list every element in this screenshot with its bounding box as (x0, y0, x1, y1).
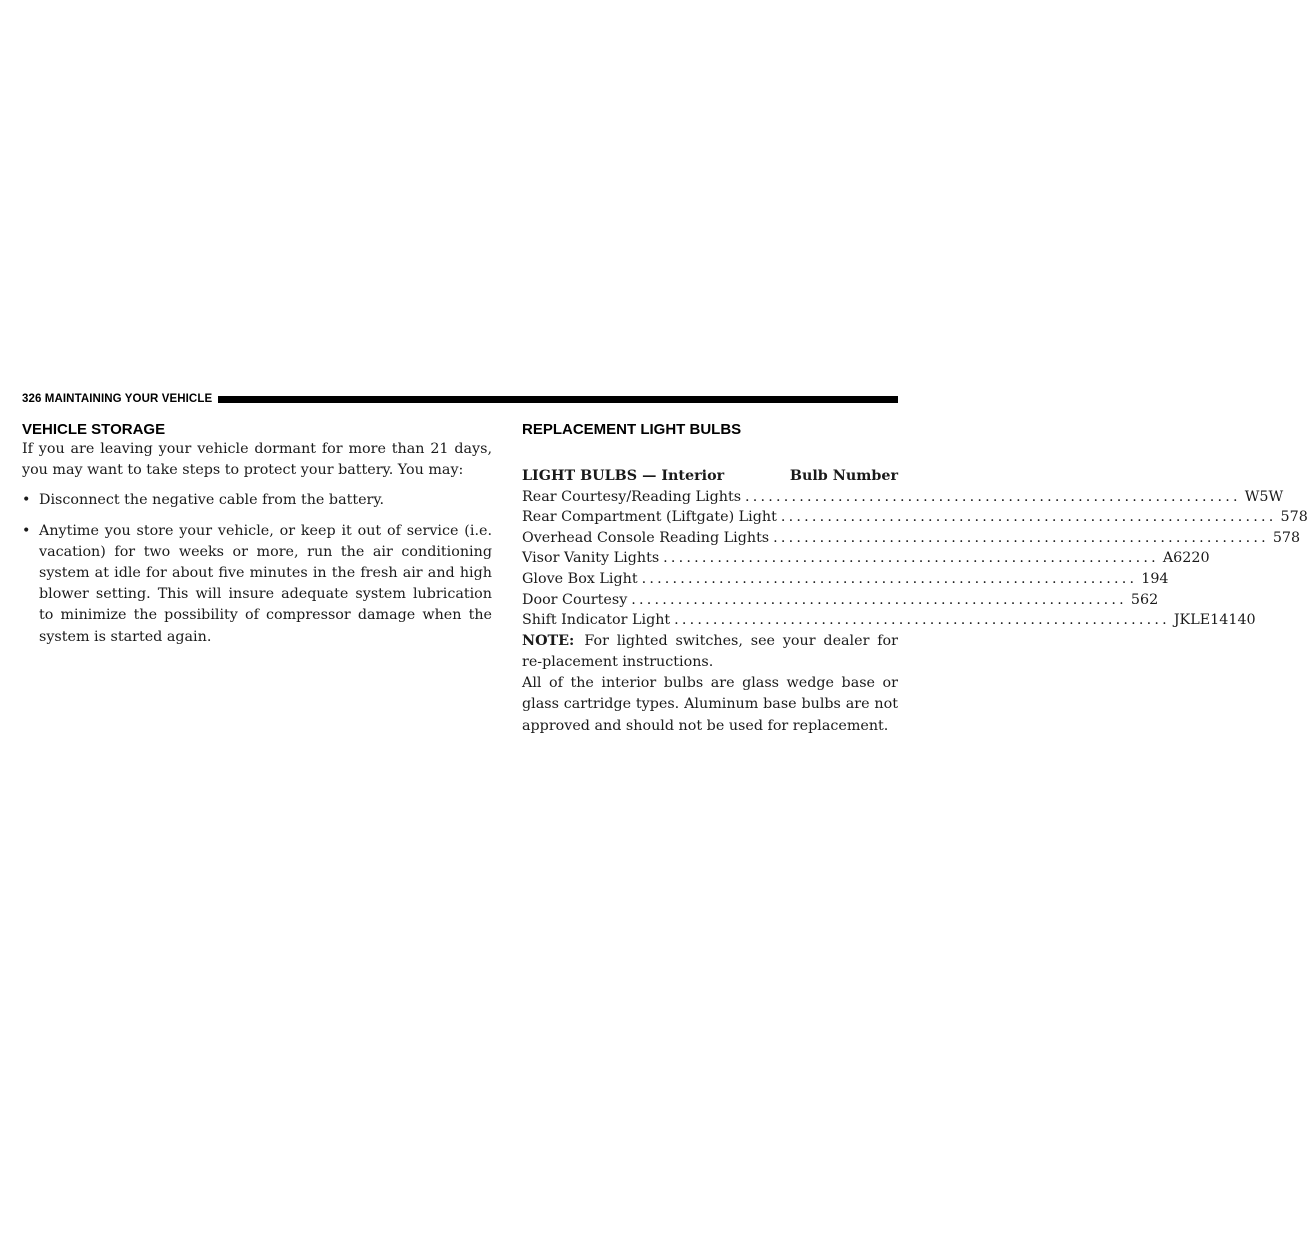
bulb-table-header (522, 466, 898, 487)
bulb-table (522, 466, 1308, 631)
table-row (522, 610, 1256, 631)
bulb-number: 578 (1272, 529, 1301, 546)
leader-dots: ................................................................ (773, 529, 1269, 546)
note-paragraph (522, 631, 898, 673)
note-text: For lighted switches, see your dealer for re-placement instructions. (522, 632, 898, 670)
leader-dots: ................................................................ (663, 550, 1159, 567)
bulb-location: Visor Vanity Lights (522, 550, 660, 567)
table-row (522, 507, 1308, 528)
leader-dots: ................................................................ (674, 612, 1170, 629)
replacement-bulbs-title: REPLACEMENT LIGHT BULBS (522, 421, 742, 438)
replacement-bulbs-section (522, 421, 1308, 737)
table-row (522, 528, 1301, 549)
vehicle-storage-title: VEHICLE STORAGE (22, 421, 166, 438)
vehicle-storage-bullets (22, 490, 492, 647)
bulb-location: Rear Compartment (Liftgate) Light (522, 509, 777, 526)
bulb-number: 194 (1141, 570, 1169, 587)
bulb-number: A6220 (1162, 550, 1210, 567)
bulb-table-header-left: LIGHT BULBS — Interior (522, 468, 725, 484)
leader-dots: ................................................................ (745, 488, 1241, 505)
bullet-text: Disconnect the negative cable from the battery. (39, 492, 385, 509)
bulb-location: Glove Box Light (522, 570, 638, 587)
bulb-location: Door Courtesy (522, 591, 628, 608)
table-row (522, 548, 1210, 569)
bulb-number: 562 (1130, 591, 1159, 608)
page-header (22, 392, 898, 406)
vehicle-storage-intro: If you are leaving your vehicle dormant for more than 21 days, you may want to take steps to protect your battery. You may: (22, 441, 492, 479)
bullet-icon: • (22, 492, 31, 509)
header-rule (218, 396, 898, 403)
vehicle-storage-section (22, 421, 492, 648)
bullet-item (22, 490, 492, 511)
bulb-type-paragraph: All of the interior bulbs are glass wedge base or glass cartridge types. Aluminum base bulbs are not approved and should not be used for replacement. (522, 675, 898, 734)
bulb-number: JKLE14140 (1173, 612, 1256, 629)
bullet-text: Anytime you store your vehicle, or keep it out of service (i.e. vacation) for two weeks or more, run the air conditioning system at idle for about five minutes in the fresh air and high blower setting. This will insure adequate system lubrication to minimize the possibility of compressor damage when the system is started again. (39, 522, 492, 645)
page-header-label: 326 MAINTAINING YOUR VEHICLE (22, 393, 213, 405)
leader-dots: ................................................................ (631, 591, 1127, 608)
bullet-icon: • (22, 522, 31, 539)
bulb-location: Shift Indicator Light (522, 612, 671, 629)
table-row (522, 569, 1169, 590)
bulb-number: 578 (1280, 509, 1308, 526)
bulb-location: Rear Courtesy/Reading Lights (522, 488, 742, 505)
bulb-location: Overhead Console Reading Lights (522, 529, 770, 546)
bullet-item (22, 521, 492, 648)
table-row (522, 487, 1284, 508)
bulb-number: W5W (1244, 488, 1284, 505)
leader-dots: ................................................................ (780, 509, 1277, 526)
note-label: NOTE: (522, 632, 575, 649)
leader-dots: ................................................................ (641, 570, 1138, 587)
table-row (522, 590, 1159, 611)
bulb-table-header-right: Bulb Number (789, 468, 898, 484)
